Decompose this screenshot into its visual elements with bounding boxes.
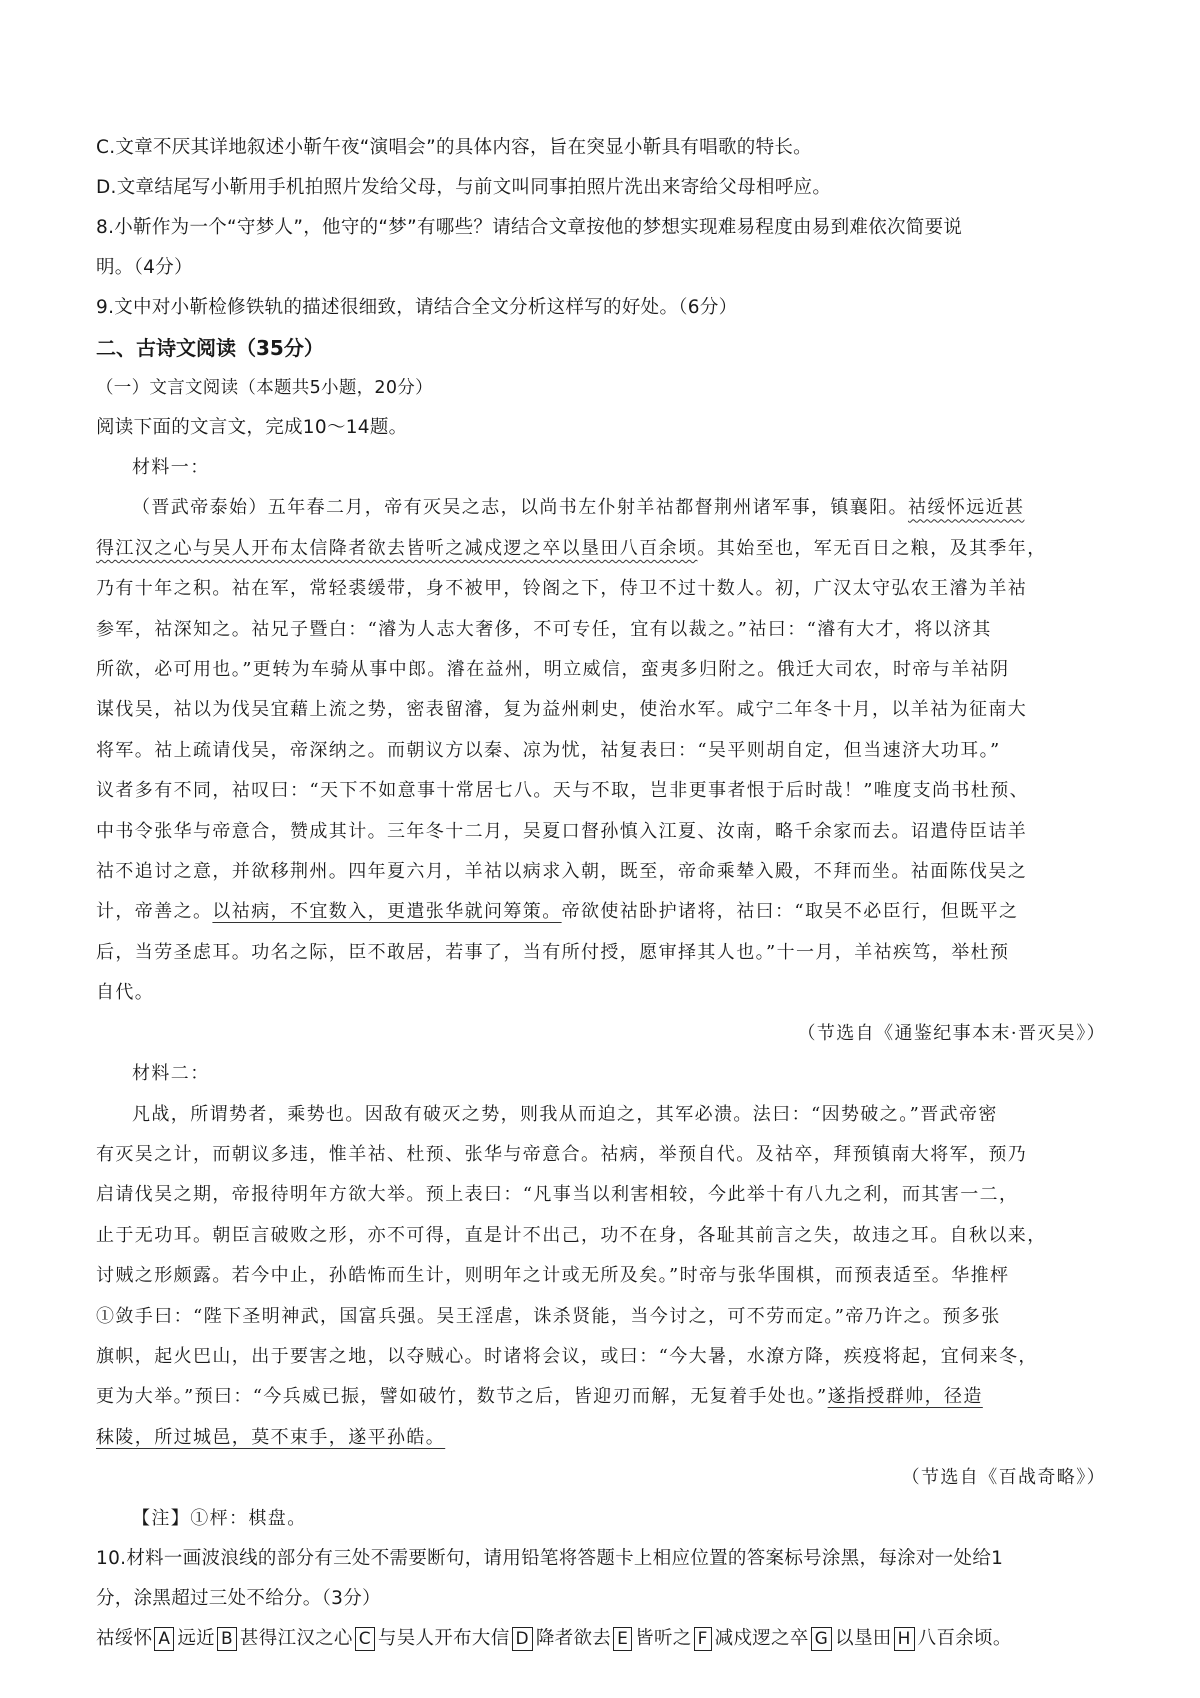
wavy-underlined-text: 得江汉之心与吴人开布太信降者欲去皆听之减戍逻之卒以垦田八百余顷 [96, 537, 698, 559]
material1-line: 后，当劳圣虑耳。功名之际，臣不敢居，若事了，当有所付授，愿审择其人也。”十一月，羊祜疾笃，举杜预 [96, 941, 1010, 963]
material2-line: 启请伐吴之期，帝报待明年方欲大举。预上表曰：“凡事当以利害相较，今此举十有八九之利，而其害一二， [96, 1184, 1019, 1206]
answer-box-h[interactable]: H [894, 1627, 915, 1651]
segment: 减戍逻之卒 [714, 1627, 809, 1649]
segment: 甚得江汉之心 [239, 1627, 353, 1649]
answer-box-b[interactable]: B [217, 1627, 237, 1651]
question-9: 9.文中对小靳检修铁轨的描述很细致，请结合全文分析这样写的好处。（6分） [96, 297, 738, 318]
material1-source: （节选自《通鉴纪事本末·晋灭吴》） [797, 1022, 1106, 1044]
annotation-note: 【注】①枰：棋盘。 [132, 1507, 307, 1529]
material1-line: 参军，祜深知之。祜兄子暨白：“濬为人志大奢侈，不可专任，宜有以裁之。”祜曰：“濬有大才，将以济其 [96, 618, 992, 640]
option-d: D.文章结尾写小靳用手机拍照片发给父母，与前文叫同事拍照片洗出来寄给父母相呼应。 [96, 177, 832, 198]
material1-line: 将军。祜上疏请伐吴，帝深纳之。而朝议方以秦、凉为忧，祜复表曰：“吴平则胡自定，但当速济大功耳。” [96, 739, 1001, 761]
underlined-sentence: 以祜病，不宜数入，更遣张华就问筹策。 [212, 901, 562, 923]
material2-label: 材料二： [132, 1063, 210, 1085]
segment: 皆听之 [635, 1627, 692, 1649]
underlined-sentence: 遂指授群帅，径造 [827, 1386, 983, 1408]
answer-box-f[interactable]: F [694, 1627, 712, 1651]
material1-line: 乃有十年之积。祜在军，常轻裘缓带，身不被甲，铃阁之下，侍卫不过十数人。初，广汉太守弘农王濬为羊祜 [96, 578, 1028, 600]
material1-line [96, 892, 1108, 932]
material1-line: 所欲，必可用也。”更转为车骑从事中郎。濬在益州，明立威信，蛮夷多归附之。俄迁大司农，时帝与羊祜阴 [96, 659, 1010, 681]
answer-box-g[interactable]: G [811, 1627, 832, 1651]
answer-box-c[interactable]: C [355, 1627, 375, 1651]
segment: 八百余顷。 [917, 1627, 1012, 1649]
reading-instruction: 阅读下面的文言文，完成10～14题。 [96, 417, 408, 438]
material1-line [96, 488, 1108, 528]
answer-box-e[interactable]: E [613, 1627, 632, 1651]
wavy-underlined-text: 祜绥怀远近甚 [908, 497, 1025, 519]
answer-box-a[interactable]: A [154, 1627, 174, 1651]
material1-line: 中书令张华与帝意合，赞成其计。三年冬十二月，吴夏口督孙慎入江夏、汝南，略千余家而去。诏遣侍臣诘羊 [96, 820, 1028, 842]
question-8-line1: 8.小靳作为一个“守梦人”，他守的“梦”有哪些？请结合文章按他的梦想实现难易程度由易到难依次简要说 [96, 217, 963, 238]
material2-line: 凡战，所谓势者，乘势也。因敌有破灭之势，则我从而迫之，其军必溃。法曰：“因势破之。”晋武帝密 [132, 1103, 998, 1125]
material1-text: 计，帝善之。 [96, 901, 213, 923]
material1-line: 祜不追讨之意，并欲移荆州。四年夏六月，羊祜以病求入朝，既至，帝命乘辇入殿，不拜而坐。祜面陈伐吴之 [96, 861, 1028, 883]
subsection-title: （一）文言文阅读（本题共5小题，20分） [96, 378, 433, 398]
material1-text: 帝欲使祜卧护诸将，祜曰：“取吴不必臣行，但既平之 [561, 901, 1019, 923]
material1-text: 。其始至也，军无百日之粮，及其季年， [697, 537, 1047, 559]
exam-page [96, 128, 1108, 1659]
material2-line: 有灭吴之计，而朝议多违，惟羊祜、杜预、张华与帝意合。祜病，举预自代。及祜卒，拜预镇南大将军，预乃 [96, 1143, 1028, 1165]
material2-text: 更为大举。”预曰：“今兵威已振，譬如破竹，数节之后，皆迎刃而解，无复着手处也。” [96, 1386, 828, 1408]
material2-line: 止于无功耳。朝臣言破败之形，亦不可得，直是计不出己，功不在身，各耻其前言之失，故违之耳。自秋以来， [96, 1224, 1047, 1246]
material1-line: 议者多有不同，祜叹曰：“天下不如意事十常居七八。天与不取，岂非更事者恨于后时哉！”唯度支尚书杜预、 [96, 780, 1029, 802]
section-title: 二、古诗文阅读（35分） [96, 336, 324, 360]
material2-line: 旗帜，起火巴山，出于要害之地，以夺贼心。时诸将会议，或曰：“今大暑，水潦方降，疾疫将起，宜伺来冬， [96, 1345, 1038, 1367]
material2-line [96, 1377, 1108, 1417]
material1-line [96, 529, 1108, 569]
question-10-line1: 10.材料一画波浪线的部分有三处不需要断句，请用铅笔将答题卡上相应位置的答案标号涂黑，每涂对一处给1 [96, 1547, 1004, 1569]
material2-source: （节选自《百战奇略》） [901, 1467, 1106, 1489]
answer-box-d[interactable]: D [512, 1627, 533, 1651]
underlined-sentence: 秣陵，所过城邑，莫不束手，遂平孙皓。 [96, 1426, 446, 1448]
material2-line: ①敛手曰：“陛下圣明神武，国富兵强。吴王淫虐，诛杀贤能，当今讨之，可不劳而定。”帝乃许之。预多张 [96, 1305, 1001, 1327]
question-10-options [96, 1619, 1108, 1659]
material2-line: 讨贼之形颇露。若今中止，孙皓怖而生计，则明年之计或无所及矣。”时帝与张华围棋，而预表适至。华推枰 [96, 1265, 1010, 1287]
material1-line: 谋伐吴，祜以为伐吴宜藉上流之势，密表留濬，复为益州刺史，使治水军。咸宁二年冬十月，以羊祜为征南大 [96, 699, 1028, 721]
material1-text: （晋武帝泰始）五年春二月，帝有灭吴之志，以尚书左仆射羊祜都督荆州诸军事，镇襄阳。 [132, 497, 908, 519]
segment: 降者欲去 [535, 1627, 612, 1649]
option-c: C.文章不厌其详地叙述小靳午夜“演唱会”的具体内容，旨在突显小靳具有唱歌的特长。 [96, 137, 812, 158]
segment: 远近 [177, 1627, 215, 1649]
material2-line [96, 1418, 1108, 1458]
material1-label: 材料一： [132, 457, 210, 478]
material1-line: 自代。 [96, 982, 155, 1004]
question-8-line2: 明。（4分） [96, 257, 193, 278]
segment: 祜绥怀 [96, 1627, 153, 1649]
segment: 以垦田 [835, 1627, 892, 1649]
question-10-line2: 分，涂黑超过三处不给分。（3分） [96, 1587, 381, 1609]
segment: 与吴人开布大信 [377, 1627, 510, 1649]
